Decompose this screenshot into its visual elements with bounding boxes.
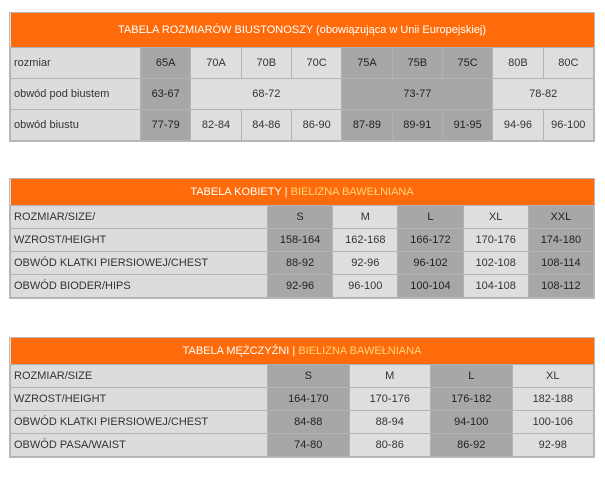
size-cell: 70B	[241, 48, 291, 79]
table-cell: 176-182	[431, 388, 513, 411]
underbust-cell: 68-72	[191, 79, 342, 110]
bust-cell: 96-100	[543, 110, 593, 141]
men-size-table	[9, 337, 595, 458]
size-cell: 75A	[342, 48, 392, 79]
table-cell: XXL	[528, 206, 593, 229]
row-label: WZROST/HEIGHT	[11, 388, 268, 411]
size-cell: 70A	[191, 48, 241, 79]
row-label: OBWÓD KLATKI PIERSIOWEJ/CHEST	[11, 411, 268, 434]
table-cell: 182-188	[512, 388, 594, 411]
table-cell: XL	[512, 365, 594, 388]
women-table-title	[11, 179, 594, 206]
size-cell: 75C	[442, 48, 492, 79]
table-cell: 100-104	[398, 275, 463, 298]
women-title-text: TABELA KOBIETY	[190, 186, 282, 198]
table-cell: 170-176	[463, 229, 528, 252]
row-label: OBWÓD KLATKI PIERSIOWEJ/CHEST	[11, 252, 268, 275]
women-subtitle: BIELIZNA BAWEŁNIANA	[290, 186, 414, 198]
table-row	[11, 388, 594, 411]
table-row	[11, 365, 594, 388]
underbust-cell: 78-82	[493, 79, 594, 110]
table-cell: 162-168	[333, 229, 398, 252]
table-cell: 108-114	[528, 252, 593, 275]
table-cell: 166-172	[398, 229, 463, 252]
bust-cell: 87-89	[342, 110, 392, 141]
table-cell: 84-88	[268, 411, 350, 434]
bust-cell: 77-79	[141, 110, 191, 141]
table-cell: 164-170	[268, 388, 350, 411]
table-cell: 108-112	[528, 275, 593, 298]
bust-cell: 82-84	[191, 110, 241, 141]
table-cell: 102-108	[463, 252, 528, 275]
row-label: ROZMIAR/SIZE/	[11, 206, 268, 229]
bust-cell: 84-86	[241, 110, 291, 141]
bust-cell: 89-91	[392, 110, 442, 141]
table-cell: 88-94	[349, 411, 431, 434]
table-cell: 88-92	[268, 252, 333, 275]
table-cell: 96-100	[333, 275, 398, 298]
size-cell: 75B	[392, 48, 442, 79]
men-title-text: TABELA MĘŻCZYŹNI	[182, 345, 290, 357]
table-cell: 170-176	[349, 388, 431, 411]
table-row	[11, 411, 594, 434]
men-subtitle: BIELIZNA BAWEŁNIANA	[298, 345, 422, 357]
table-cell: 74-80	[268, 434, 350, 457]
row-label: OBWÓD BIODER/HIPS	[11, 275, 268, 298]
table-row	[11, 275, 594, 298]
table-cell: 92-98	[512, 434, 594, 457]
bust-cell: 91-95	[442, 110, 492, 141]
bra-size-table	[9, 12, 595, 142]
table-cell: 96-102	[398, 252, 463, 275]
table-cell: 80-86	[349, 434, 431, 457]
table-cell: L	[398, 206, 463, 229]
row-label: rozmiar	[11, 48, 141, 79]
table-cell: XL	[463, 206, 528, 229]
table-row	[11, 434, 594, 457]
bra-size-row	[11, 48, 594, 79]
men-table-title	[11, 338, 594, 365]
bra-table-title: TABELA ROZMIARÓW BIUSTONOSZY (obowiązująca w Unii Europejskiej)	[11, 13, 594, 48]
row-label: obwód pod biustem	[11, 79, 141, 110]
table-cell: 174-180	[528, 229, 593, 252]
table-cell: 100-106	[512, 411, 594, 434]
table-cell: S	[268, 365, 350, 388]
size-cell: 65A	[141, 48, 191, 79]
table-cell: 104-108	[463, 275, 528, 298]
table-row	[11, 252, 594, 275]
row-label: WZROST/HEIGHT	[11, 229, 268, 252]
size-cell: 70C	[291, 48, 341, 79]
table-cell: 94-100	[431, 411, 513, 434]
size-cell: 80C	[543, 48, 593, 79]
title-separator: |	[281, 186, 291, 198]
table-cell: 92-96	[268, 275, 333, 298]
underbust-cell: 63-67	[141, 79, 191, 110]
table-cell: M	[349, 365, 431, 388]
row-label: ROZMIAR/SIZE	[11, 365, 268, 388]
row-label: OBWÓD PASA/WAIST	[11, 434, 268, 457]
underbust-cell: 73-77	[342, 79, 493, 110]
table-cell: 92-96	[333, 252, 398, 275]
table-cell: 86-92	[431, 434, 513, 457]
women-size-table	[9, 178, 595, 299]
table-cell: S	[268, 206, 333, 229]
size-cell: 80B	[493, 48, 543, 79]
bust-cell: 86-90	[291, 110, 341, 141]
bra-bust-row	[11, 110, 594, 141]
bra-underbust-row	[11, 79, 594, 110]
row-label: obwód biustu	[11, 110, 141, 141]
bust-cell: 94-96	[493, 110, 543, 141]
table-row	[11, 206, 594, 229]
title-separator: |	[289, 345, 299, 357]
table-cell: L	[431, 365, 513, 388]
table-cell: M	[333, 206, 398, 229]
table-row	[11, 229, 594, 252]
table-cell: 158-164	[268, 229, 333, 252]
